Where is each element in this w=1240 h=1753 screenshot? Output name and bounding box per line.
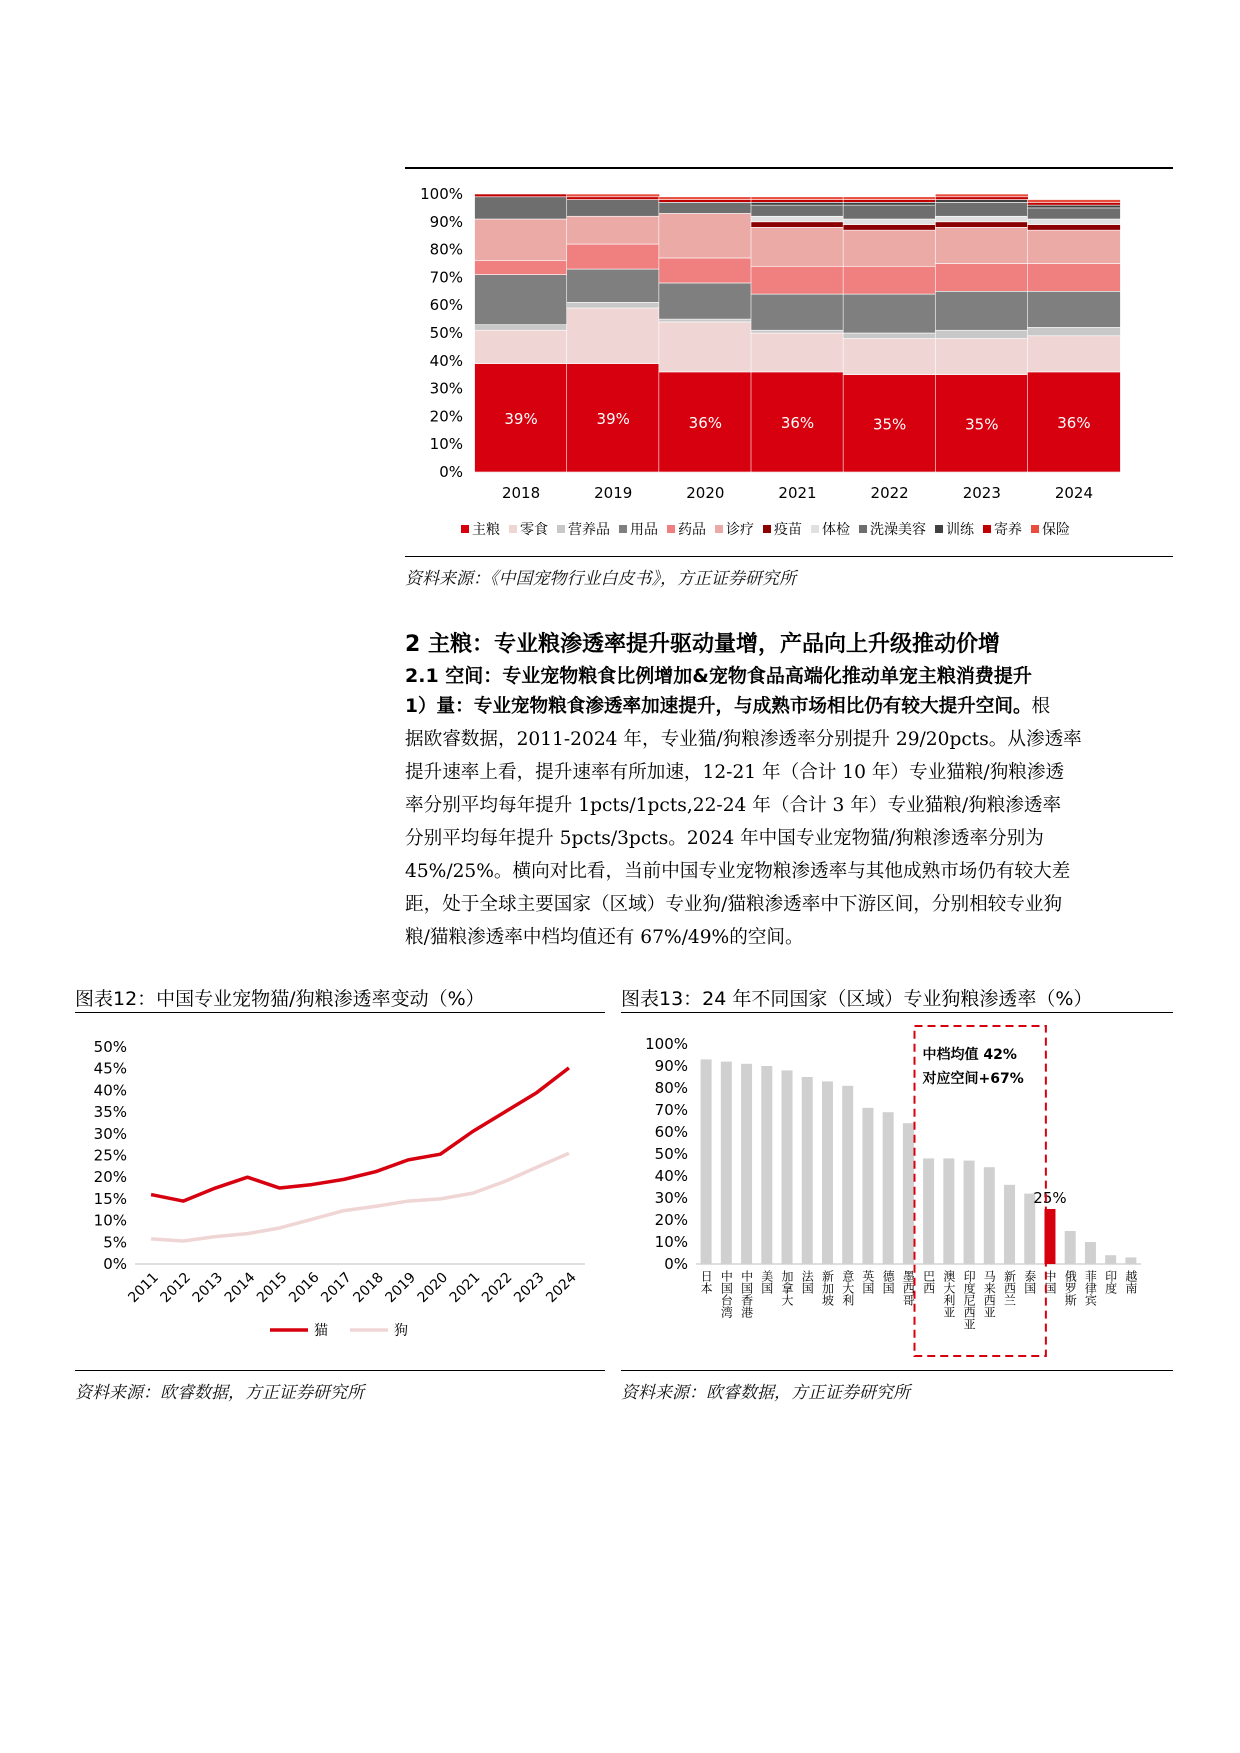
stacked-bar-chart: [405, 172, 1173, 547]
bar: [802, 1077, 813, 1264]
stack-segment-洗澡美容: [751, 205, 844, 216]
stack-segment-零食: [935, 339, 1028, 375]
bar: [1004, 1185, 1015, 1264]
paragraph-line: [405, 855, 1173, 888]
stack-segment-体检: [843, 219, 936, 225]
paragraph-line: [405, 756, 1173, 789]
stack-segment-保险: [567, 194, 660, 197]
legend-swatch-用品: [619, 525, 627, 533]
stack-segment-训练: [1027, 205, 1120, 208]
x-tick-label: 2018: [350, 1269, 387, 1307]
x-tick-label: 英国: [860, 1270, 875, 1294]
y-tick-label: 30%: [654, 1189, 688, 1207]
stack-segment-用品: [567, 269, 660, 302]
stack-segment-零食: [1027, 336, 1120, 372]
x-tick-label: 2019: [594, 484, 633, 502]
subsection-heading: 2.1 空间：专业宠物粮食比例增加&宠物食品高端化推动单宠主粮消费提升: [405, 665, 1032, 687]
stack-segment-洗澡美容: [843, 205, 936, 219]
stack-segment-保险: [751, 197, 844, 200]
legend-label: 猫: [314, 1323, 328, 1339]
legend-swatch-洗澡美容: [859, 525, 867, 533]
stack-segment-洗澡美容: [1027, 208, 1120, 219]
stack-segment-疫苗: [751, 222, 844, 228]
section-heading: 2 主粮：专业粮渗透率提升驱动量增，产品向上升级推动价增: [405, 632, 1000, 657]
paragraph-text: 距，处于全球主要国家（区域）专业狗/猫粮渗透率中下游区间，分别相较专业狗: [405, 894, 1063, 915]
stack-segment-体检: [1027, 219, 1120, 225]
x-tick-label: 中国香港: [739, 1270, 754, 1318]
x-tick-label: 2012: [157, 1269, 195, 1307]
chart-country-title-rule: [621, 1012, 1173, 1013]
segment-data-label: 39%: [504, 409, 538, 428]
stack-segment-洗澡美容: [567, 200, 660, 217]
stack-segment-诊疗: [843, 230, 936, 266]
legend-swatch-疫苗: [763, 525, 771, 533]
x-tick-label: 俄罗斯: [1063, 1270, 1078, 1306]
y-tick-label: 80%: [429, 240, 463, 259]
paragraph-text: 据欧睿数据，2011-2024 年，专业猫/狗粮渗透率分别提升 29/20pcts。从渗透率: [405, 729, 1082, 750]
stack-segment-零食: [843, 339, 936, 375]
stack-segment-寄养: [843, 200, 936, 203]
chart-line-title: 图表12：中国专业宠物猫/狗粮渗透率变动（%）: [75, 988, 485, 1010]
stack-segment-用品: [659, 283, 752, 319]
segment-data-label: 36%: [688, 413, 723, 432]
y-tick-label: 45%: [93, 1059, 127, 1078]
y-tick-label: 15%: [93, 1189, 127, 1208]
legend-label: 寄养: [994, 522, 1022, 538]
stack-segment-用品: [475, 275, 568, 325]
legend-label: 训练: [946, 522, 974, 538]
stack-segment-寄养: [659, 200, 752, 203]
x-tick-label: 2015: [253, 1269, 291, 1307]
x-tick-label: 2022: [478, 1269, 516, 1307]
stack-segment-洗澡美容: [475, 197, 568, 219]
paragraph-line: [405, 822, 1173, 855]
legend-swatch-诊疗: [715, 525, 723, 533]
bar: [862, 1108, 873, 1264]
y-tick-label: 90%: [429, 212, 463, 231]
segment-data-label: 36%: [1057, 413, 1091, 432]
x-tick-label: 中国: [1042, 1270, 1057, 1294]
stack-segment-营养品: [475, 325, 568, 331]
chart-stack-bottom-rule: [405, 556, 1173, 557]
x-tick-label: 泰国: [1022, 1270, 1037, 1294]
stack-segment-营养品: [843, 333, 936, 339]
x-tick-label: 2020: [414, 1269, 452, 1307]
y-tick-label: 60%: [429, 296, 463, 315]
x-tick-label: 新西兰: [1002, 1270, 1017, 1306]
x-tick-label: 2016: [286, 1269, 323, 1307]
chart-stack-top-rule: [405, 167, 1173, 169]
stack-segment-营养品: [935, 330, 1028, 338]
paragraph-line: [405, 921, 1173, 954]
x-tick-label: 巴西: [921, 1270, 936, 1294]
paragraph-line: [405, 789, 1173, 822]
stack-segment-疫苗: [1027, 225, 1120, 231]
legend-swatch-主粮: [461, 525, 469, 533]
chart-country-title: 图表13：24 年不同国家（区域）专业狗粮渗透率（%）: [621, 988, 1093, 1010]
stack-segment-用品: [751, 294, 844, 330]
chart-line-source: 资料来源：欧睿数据，方正证券研究所: [75, 1383, 364, 1403]
x-tick-label: 2024: [543, 1269, 580, 1307]
chart-country-bottom-rule: [621, 1370, 1173, 1371]
country-bar-chart: [621, 1014, 1173, 1364]
stack-segment-训练: [751, 202, 844, 205]
stack-segment-用品: [935, 291, 1028, 330]
x-tick-label: 法国: [800, 1270, 815, 1294]
x-tick-label: 2013: [189, 1269, 227, 1307]
legend-label: 用品: [630, 522, 658, 538]
paragraph-line: [405, 888, 1173, 921]
stack-segment-诊疗: [659, 213, 752, 257]
y-tick-label: 70%: [654, 1101, 688, 1119]
y-tick-label: 70%: [429, 268, 463, 287]
legend-swatch-保险: [1031, 525, 1039, 533]
x-tick-label: 2024: [1054, 484, 1094, 502]
paragraph-text: 45%/25%。横向对比看，当前中国专业宠物粮渗透率与其他成熟市场仍有较大差: [405, 861, 1071, 882]
y-tick-label: 40%: [654, 1167, 688, 1185]
x-tick-label: 2020: [686, 484, 725, 502]
y-tick-label: 20%: [654, 1211, 688, 1229]
segment-data-label: 35%: [872, 415, 907, 434]
y-tick-label: 25%: [93, 1146, 127, 1165]
x-tick-label: 2019: [382, 1269, 420, 1307]
stack-segment-诊疗: [935, 227, 1028, 263]
stack-segment-零食: [475, 330, 568, 363]
x-tick-label: 中国台湾: [719, 1270, 734, 1318]
stack-segment-洗澡美容: [659, 202, 752, 213]
legend-swatch-营养品: [557, 525, 565, 533]
stack-segment-诊疗: [751, 227, 844, 266]
x-tick-label: 加拿大: [780, 1270, 795, 1306]
stack-segment-药品: [659, 258, 752, 283]
x-tick-label: 2023: [511, 1269, 548, 1307]
bar: [923, 1158, 934, 1264]
bar: [883, 1112, 894, 1264]
x-tick-label: 新加坡: [820, 1270, 835, 1306]
paragraph-lead: 1）量：专业宠物粮食渗透率加速提升，与成熟市场相比仍有较大提升空间。: [405, 696, 1032, 717]
stack-segment-保险: [935, 194, 1028, 197]
chart-line-title-rule: [75, 1012, 605, 1013]
paragraph-text: 率分别平均每年提升 1pcts/1pcts,22-24 年（合计 3 年）专业猫粮/狗粮渗透率: [405, 795, 1062, 816]
bar: [964, 1161, 975, 1264]
stack-segment-营养品: [1027, 327, 1120, 335]
stack-segment-诊疗: [1027, 230, 1120, 263]
y-tick-label: 5%: [103, 1233, 127, 1252]
stack-segment-寄养: [935, 197, 1028, 200]
y-tick-label: 0%: [103, 1255, 127, 1273]
legend-label: 零食: [520, 522, 548, 538]
x-tick-label: 2017: [318, 1269, 355, 1307]
chart-country-source: 资料来源：欧睿数据，方正证券研究所: [621, 1383, 910, 1403]
y-tick-label: 10%: [654, 1233, 688, 1251]
paragraph-text: 提升速率上看，提升速率有所加速，12-21 年（合计 10 年）专业猫粮/狗粮渗透: [405, 762, 1065, 783]
legend-swatch-体检: [811, 525, 819, 533]
stack-segment-营养品: [659, 319, 752, 322]
x-tick-label: 2018: [501, 484, 541, 502]
y-tick-label: 50%: [654, 1145, 688, 1163]
body-paragraph: [405, 690, 1173, 954]
legend-label: 主粮: [472, 522, 500, 538]
stack-segment-保险: [1027, 200, 1120, 203]
y-tick-label: 30%: [93, 1124, 127, 1143]
highlight-data-label: 25%: [1033, 1189, 1067, 1207]
paragraph-text: 分别平均每年提升 5pcts/3pcts。2024 年中国专业宠物猫/狗粮渗透率分别为: [405, 828, 1044, 849]
chart-stack-source: 资料来源：《中国宠物行业白皮书》，方正证券研究所: [405, 569, 796, 589]
y-tick-label: 50%: [429, 324, 463, 342]
paragraph-line: [405, 690, 1173, 723]
legend-label: 保险: [1042, 522, 1070, 538]
legend-label: 诊疗: [726, 522, 754, 538]
y-tick-label: 80%: [654, 1079, 688, 1097]
bar: [1065, 1231, 1076, 1264]
x-tick-label: 德国: [881, 1270, 896, 1294]
y-tick-label: 90%: [654, 1057, 688, 1075]
x-tick-label: 2022: [870, 484, 909, 502]
stack-segment-药品: [935, 264, 1028, 292]
legend-label: 体检: [822, 522, 850, 538]
bar: [1125, 1257, 1136, 1264]
stack-segment-用品: [843, 294, 936, 333]
stack-segment-保险: [659, 197, 752, 200]
y-tick-label: 20%: [429, 407, 463, 426]
paragraph-text: 根: [1031, 696, 1051, 717]
legend-label: 疫苗: [774, 522, 802, 538]
stack-segment-训练: [843, 202, 936, 205]
x-tick-label: 2014: [221, 1269, 259, 1307]
x-tick-label: 印度尼西亚: [962, 1270, 977, 1330]
x-tick-label: 澳大利亚: [941, 1270, 956, 1318]
y-tick-label: 0%: [439, 463, 463, 481]
x-tick-label: 马来西亚: [982, 1270, 997, 1318]
legend-label: 狗: [394, 1323, 408, 1339]
bar: [761, 1066, 772, 1264]
y-tick-label: 10%: [429, 435, 463, 454]
bar: [842, 1086, 853, 1264]
paragraph-text: 粮/猫粮渗透率中档均值还有 67%/49%的空间。: [405, 927, 804, 948]
stack-segment-营养品: [751, 330, 844, 333]
x-tick-label: 2011: [125, 1269, 162, 1307]
x-tick-label: 日本: [699, 1270, 714, 1294]
stack-segment-寄养: [751, 200, 844, 203]
x-tick-label: 越南: [1123, 1270, 1138, 1294]
annotation-text: 对应空间+67%: [922, 1071, 1024, 1087]
x-tick-label: 2021: [446, 1269, 484, 1307]
bar: [721, 1062, 732, 1264]
bar: [984, 1167, 995, 1264]
line-chart: [75, 1014, 605, 1364]
stack-segment-零食: [567, 308, 660, 364]
y-tick-label: 0%: [664, 1255, 688, 1273]
y-tick-label: 100%: [420, 185, 463, 203]
x-tick-label: 墨西哥: [901, 1270, 916, 1306]
y-tick-label: 40%: [93, 1081, 127, 1100]
x-tick-label: 印度: [1103, 1270, 1118, 1294]
x-tick-label: 意大利: [840, 1270, 855, 1306]
legend-swatch-训练: [935, 525, 943, 533]
stack-segment-保险: [843, 197, 936, 200]
paragraph-line: [405, 723, 1173, 756]
stack-segment-药品: [475, 261, 568, 275]
x-tick-label: 2021: [778, 484, 817, 502]
bar: [701, 1059, 712, 1264]
stack-segment-寄养: [567, 197, 660, 200]
stack-segment-体检: [935, 216, 1028, 222]
x-tick-label: 菲律宾: [1083, 1270, 1098, 1306]
legend-label: 洗澡美容: [870, 522, 926, 538]
segment-data-label: 39%: [596, 409, 630, 428]
stack-segment-疫苗: [843, 225, 936, 231]
legend-swatch-药品: [667, 525, 675, 533]
bar: [741, 1064, 752, 1264]
x-tick-label: 美国: [759, 1270, 774, 1294]
stack-segment-诊疗: [475, 219, 568, 261]
stack-segment-体检: [751, 216, 844, 222]
stack-segment-用品: [1027, 291, 1120, 327]
chart-line-bottom-rule: [75, 1370, 605, 1371]
bar: [822, 1081, 833, 1264]
segment-data-label: 36%: [780, 413, 815, 432]
legend-swatch-零食: [509, 525, 517, 533]
bar: [782, 1070, 793, 1264]
x-tick-label: 2023: [962, 484, 1001, 502]
legend-swatch-寄养: [983, 525, 991, 533]
stack-segment-疫苗: [935, 222, 1028, 228]
stack-segment-药品: [843, 266, 936, 294]
stack-segment-营养品: [567, 302, 660, 308]
y-tick-label: 10%: [93, 1211, 127, 1230]
bar: [1105, 1255, 1116, 1264]
bar: [943, 1158, 954, 1264]
y-tick-label: 100%: [645, 1035, 688, 1053]
stack-segment-诊疗: [567, 216, 660, 244]
stack-segment-寄养: [1027, 202, 1120, 205]
y-tick-label: 20%: [93, 1168, 127, 1187]
stack-segment-零食: [751, 333, 844, 372]
bar: [1085, 1242, 1096, 1264]
y-tick-label: 40%: [429, 351, 463, 370]
segment-data-label: 35%: [965, 415, 999, 434]
bar: [903, 1123, 914, 1264]
y-tick-label: 30%: [429, 379, 463, 398]
stack-segment-零食: [659, 322, 752, 372]
y-tick-label: 35%: [93, 1103, 127, 1122]
stack-segment-训练: [935, 200, 1028, 203]
y-tick-label: 60%: [654, 1123, 688, 1141]
legend-label: 营养品: [568, 522, 610, 538]
stack-segment-药品: [567, 244, 660, 269]
series-line-狗: [151, 1153, 569, 1241]
annotation-text: 中档均值 42%: [922, 1047, 1017, 1063]
y-tick-label: 50%: [93, 1038, 127, 1056]
stack-segment-药品: [1027, 264, 1120, 292]
stack-segment-洗澡美容: [935, 202, 1028, 216]
legend-label: 药品: [678, 522, 706, 538]
stack-segment-寄养: [475, 194, 568, 197]
stack-segment-药品: [751, 266, 844, 294]
